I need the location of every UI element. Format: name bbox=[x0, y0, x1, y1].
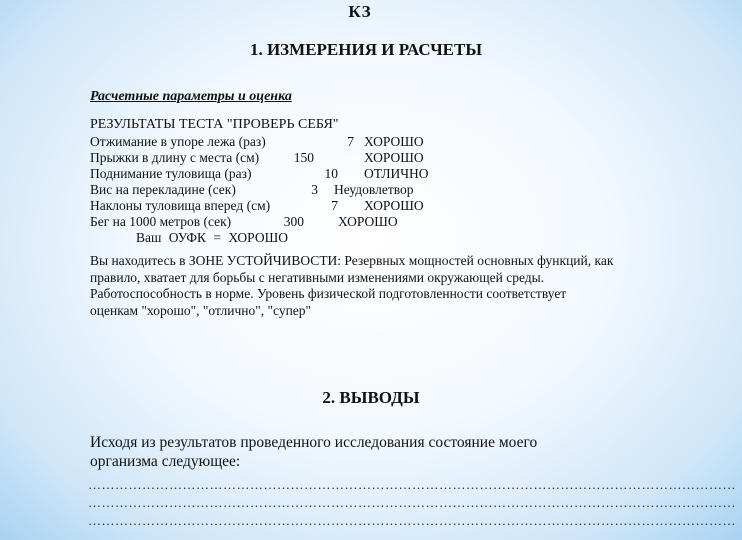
conclusion-line: организма следующее: bbox=[90, 453, 241, 470]
page-title: КЗ bbox=[348, 2, 372, 21]
test-value: 7 bbox=[331, 198, 338, 213]
summary-line: Ваш ОУФК = ХОРОШО bbox=[136, 230, 288, 245]
test-name: Бег на 1000 метров (сек) bbox=[90, 214, 232, 229]
test-name: Прыжки в длину с места (см) bbox=[90, 150, 260, 165]
test-grade: ХОРОШО bbox=[338, 214, 398, 229]
conclusion-line: Исходя из результатов проведенного исследования состояние моего bbox=[90, 434, 538, 451]
test-value: 3 bbox=[311, 182, 318, 197]
test-grade: ХОРОШО bbox=[364, 198, 424, 213]
dotted-answer-line: ……………………………………………………………………………………………………………………………… bbox=[88, 495, 736, 510]
subheading-parameters: Расчетные параметры и оценка bbox=[90, 89, 292, 104]
test-name: Вис на перекладине (сек) bbox=[90, 182, 236, 197]
paragraph-line: оценкам "хорошо", "отлично", "супер" bbox=[90, 302, 312, 318]
test-value: 150 bbox=[293, 150, 314, 165]
test-grade: ХОРОШО bbox=[364, 150, 424, 165]
test-name: Отжимание в упоре лежа (раз) bbox=[90, 134, 266, 149]
section-heading-measurements: 1. ИЗМЕРЕНИЯ И РАСЧЕТЫ bbox=[249, 40, 483, 59]
test-grade: Неудовлетвор bbox=[334, 182, 414, 197]
test-grade: ОТЛИЧНО bbox=[364, 166, 429, 181]
test-value: 10 bbox=[324, 166, 338, 181]
section-heading-conclusions: 2. ВЫВОДЫ bbox=[322, 388, 420, 407]
test-name: Наклоны туловища вперед (см) bbox=[90, 198, 271, 213]
dotted-answer-line: ……………………………………………………………………………………………………………………………… bbox=[88, 513, 736, 528]
test-value: 300 bbox=[283, 214, 304, 229]
test-name: Поднимание туловища (раз) bbox=[90, 166, 252, 181]
zone-description bbox=[90, 253, 690, 319]
paragraph-line: Работоспособность в норме. Уровень физической подготовленности соответствует bbox=[90, 286, 567, 301]
test-grade: ХОРОШО bbox=[364, 134, 424, 149]
paragraph-line: правило, хватает для борьбы с негативными изменениями окружающей среды. bbox=[90, 269, 545, 285]
results-title: РЕЗУЛЬТАТЫ ТЕСТА "ПРОВЕРЬ СЕБЯ" bbox=[90, 117, 339, 132]
test-value: 7 bbox=[347, 134, 354, 149]
dotted-answer-line: ……………………………………………………………………………………………………………………………… bbox=[88, 477, 736, 492]
paragraph-line: Вы находитесь в ЗОНЕ УСТОЙЧИВОСТИ: Резервных мощностей основных функций, как bbox=[90, 253, 614, 268]
conclusions-text bbox=[90, 433, 537, 471]
